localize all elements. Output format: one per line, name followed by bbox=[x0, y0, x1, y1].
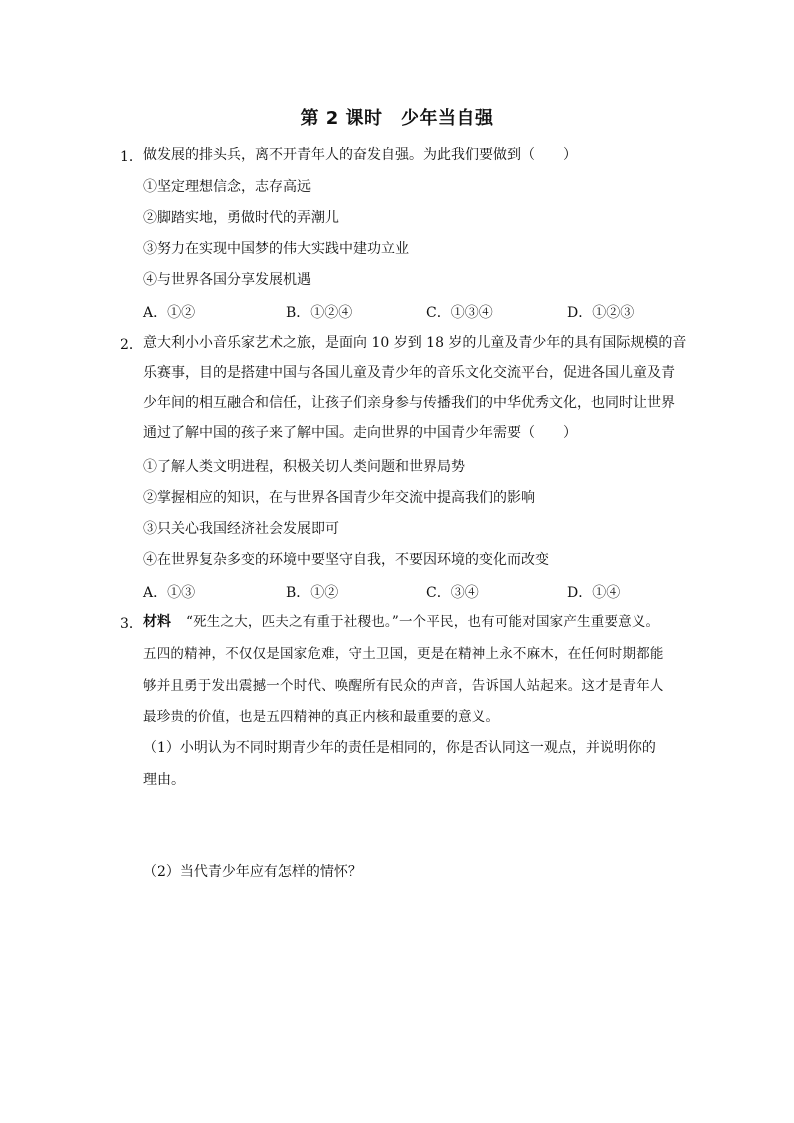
question-1-option-c: C．①③④ bbox=[426, 305, 493, 321]
question-2-item: ②掌握相应的知识，在与世界各国青少年交流中提高我们的影响 bbox=[143, 490, 535, 506]
question-3-sub1-line: 理由。 bbox=[143, 772, 185, 788]
question-2-number: 2． bbox=[120, 337, 143, 353]
question-1-item: ①坚定理想信念，志存高远 bbox=[143, 179, 311, 195]
question-2-option-b: B．①② bbox=[286, 585, 339, 601]
question-3-sub2: （2）当代青少年应有怎样的情怀？ bbox=[143, 864, 362, 880]
page-title: 第 2 课时 少年当自强 bbox=[300, 108, 494, 129]
question-1-stem: 做发展的排头兵，离不开青年人的奋发自强。为此我们要做到（ ） bbox=[143, 147, 577, 163]
question-2-stem-line: 少年间的相互融合和信任，让孩子们亲身参与传播我们的中华优秀文化，也同时让世界 bbox=[143, 395, 675, 411]
question-1-item: ④与世界各国分享发展机遇 bbox=[143, 272, 311, 288]
question-2-option-d: D．①④ bbox=[567, 585, 621, 601]
question-1-option-a: A．①② bbox=[143, 305, 196, 321]
question-2-option-a: A．①③ bbox=[143, 585, 196, 601]
question-1-item: ③努力在实现中国梦的伟大实践中建功立业 bbox=[143, 241, 409, 257]
question-3-number: 3． bbox=[120, 616, 143, 632]
question-2-option-c: C．③④ bbox=[426, 585, 479, 601]
question-3-material-line: 五四的精神，不仅仅是国家危难，守土卫国，更是在精神上永不麻木，在任何时期都能 bbox=[143, 646, 664, 662]
question-3-material-line: 最珍贵的价值，也是五四精神的真正内核和最重要的意义。 bbox=[143, 709, 500, 725]
question-2-stem-line: 乐赛事，目的是搭建中国与各国儿童及青少年的音乐文化交流平台，促进各国儿童及青 bbox=[143, 365, 675, 381]
question-3-material-line: “死生之大，匹夫之有重于社稷也。”一个平民，也有可能对国家产生重要意义。 bbox=[186, 614, 660, 630]
question-3-material-line: 够并且勇于发出震撼一个时代、唤醒所有民众的声音，告诉国人站起来。这才是青年人 bbox=[143, 678, 664, 694]
question-2-item: ④在世界复杂多变的环境中要坚守自我，不要因环境的变化而改变 bbox=[143, 552, 549, 568]
question-2-stem-line: 通过了解中国的孩子来了解中国。走向世界的中国青少年需要（ ） bbox=[143, 425, 577, 441]
question-1-option-d: D．①②③ bbox=[567, 305, 635, 321]
question-2-item: ①了解人类文明进程，积极关切人类问题和世界局势 bbox=[143, 459, 465, 475]
question-2-stem-line: 意大利小小音乐家艺术之旅，是面向 10 岁到 18 岁的儿童及青少年的具有国际规模的音 bbox=[143, 335, 687, 351]
question-1-number: 1． bbox=[120, 149, 143, 165]
question-2-item: ③只关心我国经济社会发展即可 bbox=[143, 521, 339, 537]
question-3-material-label: 材料 bbox=[143, 614, 171, 630]
question-1-item: ②脚踏实地，勇做时代的弄潮儿 bbox=[143, 210, 339, 226]
question-3-sub1-line: （1）小明认为不同时期青少年的责任是相同的，你是否认同这一观点，并说明你的 bbox=[143, 740, 656, 756]
question-1-option-b: B．①②④ bbox=[286, 305, 353, 321]
